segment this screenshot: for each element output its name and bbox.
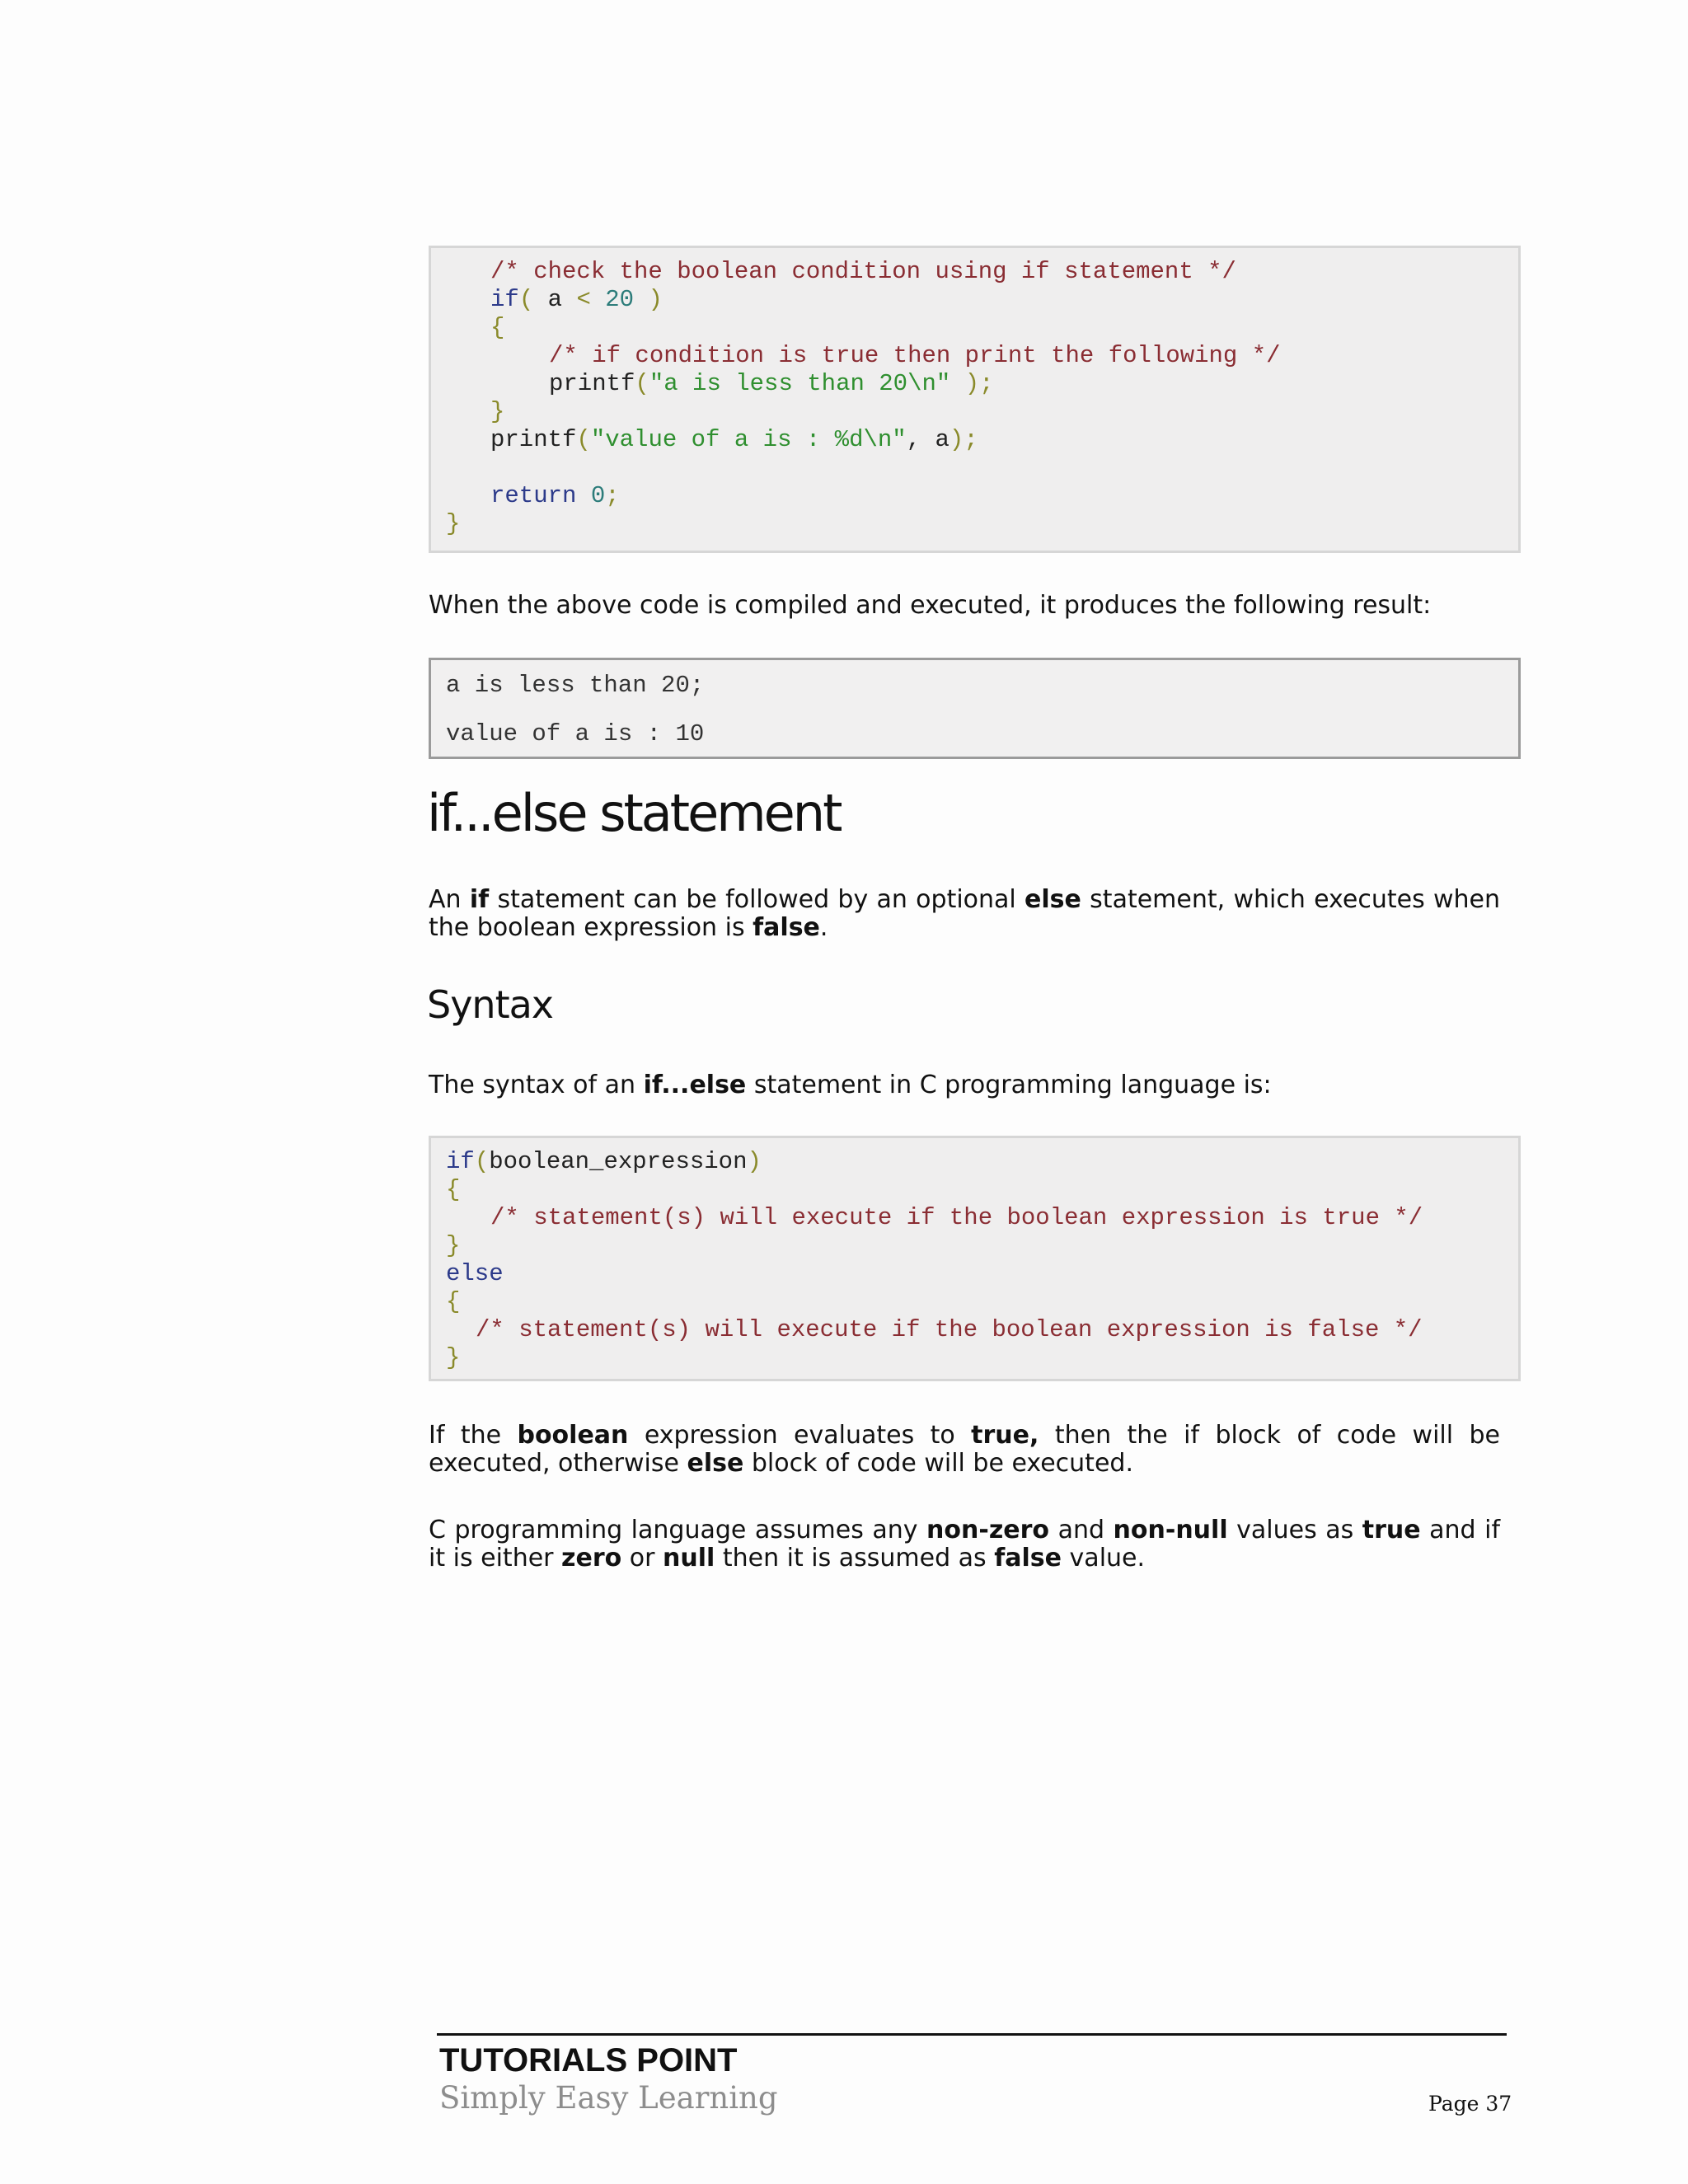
code-comment: /* check the boolean condition using if statement */ — [490, 258, 1236, 285]
code-keyword: if — [490, 286, 519, 313]
text: C programming language assumes any — [429, 1516, 927, 1544]
footer-tagline: Simply Easy Learning — [439, 2080, 778, 2116]
code-string: "a is less than 20\n" — [649, 370, 951, 397]
code-brace: { — [446, 1176, 461, 1203]
text: The syntax of an — [429, 1071, 644, 1099]
code-brace: } — [490, 398, 505, 425]
code-var: a — [533, 286, 577, 313]
text: statement, which executes when the boolean expression is — [429, 885, 1501, 942]
syntax-heading: Syntax — [427, 982, 554, 1027]
code-listing — [431, 248, 1518, 538]
code-function: printf — [549, 370, 635, 397]
code-keyword: if — [446, 1148, 475, 1175]
bold-text: non-null — [1113, 1516, 1228, 1544]
section-title: if...else statement — [427, 783, 841, 843]
code-brace: } — [446, 510, 461, 537]
bold-text: true — [1362, 1516, 1421, 1544]
text: values as — [1227, 1516, 1362, 1544]
code-operator: < — [576, 286, 591, 313]
code-punct: ( — [576, 426, 591, 453]
bold-text: null — [663, 1544, 715, 1572]
output-block — [429, 658, 1521, 759]
bold-text: if...else — [643, 1071, 747, 1099]
code-block-continuation — [429, 246, 1521, 553]
text: value. — [1062, 1544, 1146, 1572]
code-number: 20 — [590, 286, 649, 313]
paragraph-else-intro — [429, 886, 1500, 942]
text: expression evaluates to — [628, 1421, 972, 1450]
text: statement can be followed by an optional — [489, 885, 1025, 914]
paragraph-evaluation — [429, 1422, 1500, 1478]
bold-text: else — [1025, 885, 1081, 914]
code-punct: ; — [605, 482, 620, 509]
text: or — [621, 1544, 663, 1572]
text: then it is assumed as — [715, 1544, 995, 1572]
code-comment: /* if condition is true then print the following */ — [549, 342, 1281, 369]
code-brace: { — [446, 1288, 461, 1315]
text: and if it is either — [429, 1516, 1501, 1572]
bold-text: if — [469, 885, 490, 914]
footer-brand: TUTORIALS POINT — [439, 2042, 738, 2079]
code-keyword: else — [446, 1260, 504, 1287]
text: . — [819, 913, 828, 942]
text: then the if block of code will be executed, otherwise — [429, 1421, 1500, 1478]
text: block of code will be executed. — [743, 1449, 1133, 1478]
code-block-syntax — [429, 1136, 1521, 1381]
code-brace: } — [446, 1344, 461, 1371]
code-punct: ) — [747, 1148, 762, 1175]
code-string: "value of a is : %d\n" — [590, 426, 907, 453]
bold-text: zero — [561, 1544, 622, 1572]
bold-text: true, — [971, 1421, 1039, 1450]
output-line: value of a is : 10 — [446, 720, 705, 748]
code-condition: boolean_expression — [489, 1148, 748, 1175]
text: If the — [429, 1421, 518, 1450]
bold-text: non-zero — [926, 1516, 1050, 1544]
text: and — [1049, 1516, 1114, 1544]
footer-divider — [437, 2033, 1507, 2036]
text: An — [429, 885, 470, 914]
code-punct: ( — [635, 370, 649, 397]
code-punct: ); — [949, 426, 978, 453]
bold-text: else — [687, 1449, 744, 1478]
code-number: 0 — [576, 482, 606, 509]
result-intro: When the above code is compiled and executed, it produces the following result: — [429, 591, 1432, 620]
code-function: printf — [490, 426, 577, 453]
bold-text: boolean — [517, 1421, 629, 1450]
code-punct: ( — [474, 1148, 490, 1175]
code-keyword: return — [490, 482, 577, 509]
code-comment: /* statement(s) will execute if the boolean expression is true */ — [490, 1204, 1423, 1231]
code-args: , a — [906, 426, 950, 453]
code-punct: ( — [518, 286, 534, 313]
code-brace: { — [490, 314, 505, 341]
bold-text: false — [753, 913, 820, 942]
code-punct: ) — [648, 286, 663, 313]
page-number: Page 37 — [1428, 2092, 1512, 2116]
paragraph-syntax — [429, 1071, 1500, 1099]
output-line: a is less than 20; — [446, 672, 705, 699]
code-punct: ); — [950, 370, 994, 397]
code-listing — [431, 1138, 1518, 1372]
paragraph-assumption — [429, 1516, 1500, 1572]
text: statement in C programming language is: — [746, 1071, 1272, 1099]
code-brace: } — [446, 1232, 461, 1259]
code-comment: /* statement(s) will execute if the boolean expression is false */ — [476, 1316, 1423, 1343]
bold-text: false — [994, 1544, 1062, 1572]
